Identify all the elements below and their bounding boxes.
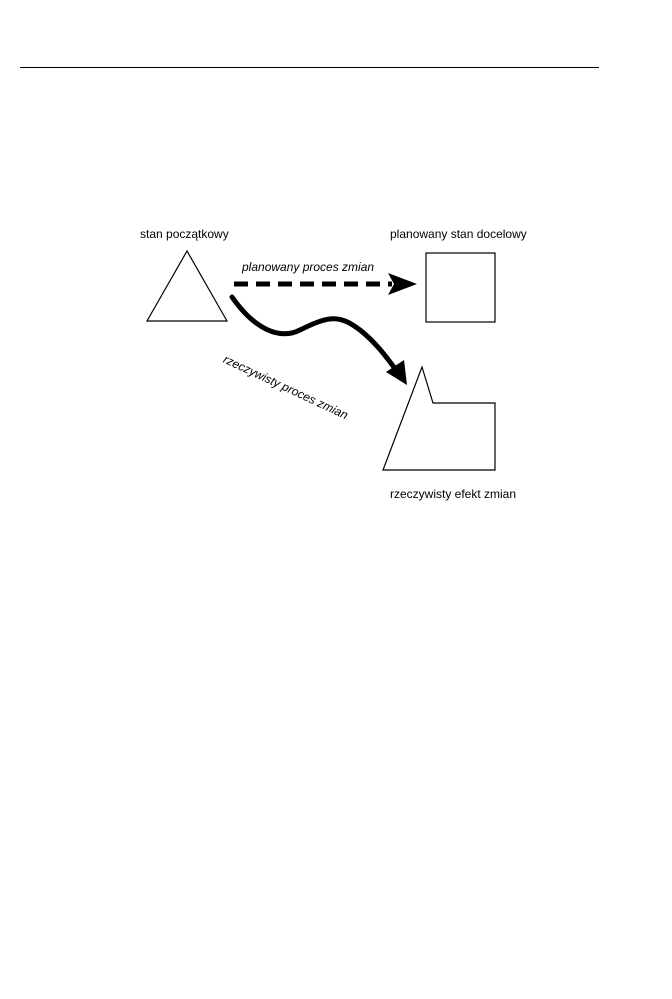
start-state-label: stan początkowy (140, 227, 229, 241)
start-state-triangle (147, 251, 227, 321)
target-state-label: planowany stan docelowy (390, 227, 527, 241)
planned-process-label: planowany proces zmian (242, 260, 375, 274)
actual-process-arrow-curve (232, 297, 396, 370)
target-state-square (426, 253, 495, 322)
planned-process-arrowhead (388, 273, 417, 295)
actual-effect-label: rzeczywisty efekt zmian (390, 487, 517, 501)
actual-effect-shape (383, 367, 495, 470)
actual-process-label: rzeczywisty proces zmian (221, 352, 351, 423)
